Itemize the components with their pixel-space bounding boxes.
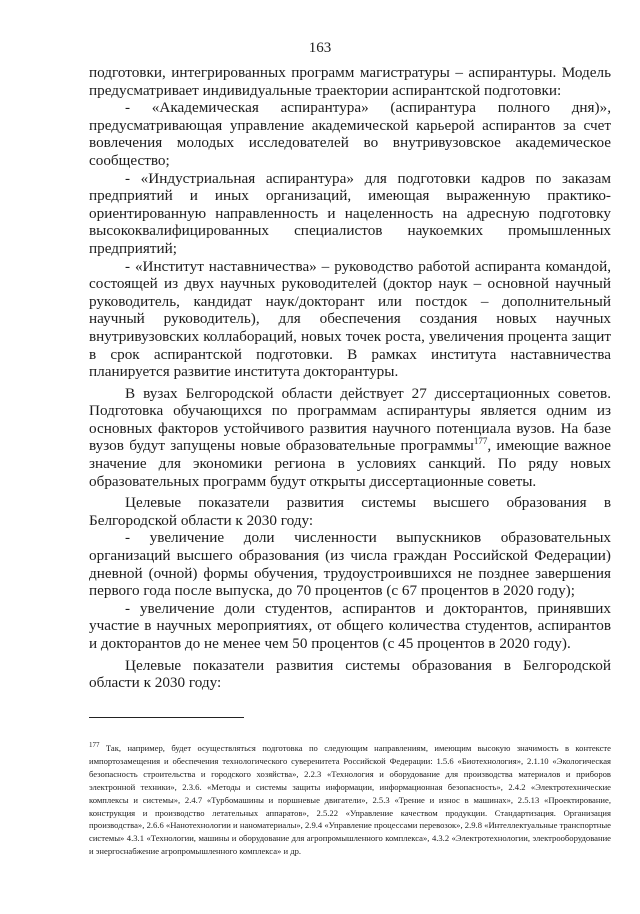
main-text	[89, 64, 611, 692]
paragraph-councils-part1: В вузах Белгородской области действует 27 диссертационных советов. Подготовка обучающихся по программам аспирантуры является одним из основных факторов устойчивого развития научного потенциала вузов. На базе вузов будут запущены новые образовательные программы	[89, 384, 611, 455]
paragraph-higher-ed-targets: Целевые показатели развития системы высшего образования в Белгородской области к 2030 году:	[89, 494, 611, 529]
footnote	[89, 742, 611, 858]
paragraph-dissertation-councils	[89, 385, 611, 491]
footnote-separator	[89, 717, 244, 718]
footnote-reference: 177	[473, 436, 488, 447]
paragraph-councils-part2: , имеющие важное значение для экономики региона в условиях санкций. По ряду новых образовательных программ будут открыты диссертационные советы.	[89, 437, 611, 490]
paragraph-science-participation: - увеличение доли студентов, аспирантов и докторантов, принявших участие в научных мероприятиях, от общего количества студентов, аспирантов и докторантов до не менее чем 50 процентов (с 45 процентов в 2020 году).	[89, 599, 611, 652]
paragraph-graduate-employment: - увеличение доли численности выпускников образовательных организаций высшего образования (из числа граждан Российской Федерации) дневной (очной) формы обучения, трудоустроившихся не позднее завершения первого года после выпуска, до 70 процентов (с 67 процентов в 2020 году);	[89, 529, 611, 600]
paragraph-education-targets: Целевые показатели развития системы образования в Белгородской области к 2030 году:	[89, 656, 611, 692]
paragraph-intro: подготовки, интегрированных программ магистратуры – аспирантуры. Модель предусматривает индивидуальные траектории аспирантской подготовки:	[89, 64, 611, 99]
footnote-number: 177	[89, 741, 100, 750]
paragraph-academic-track: - «Академическая аспирантура» (аспирантура полного дня)», предусматривающая управление академической карьерой аспирантов за счет вовлечения молодых исследователей во внутривузовское академическое сообщество;	[89, 99, 611, 169]
paragraph-industrial-track: - «Индустриальная аспирантура» для подготовки кадров по заказам предприятий и иных организаций, имеющая выраженную практико-ориентированную направленность и нацеленность на адресную подготовку высококвалифицированных специалистов наукоемких промышленных предприятий;	[89, 169, 611, 257]
footnote-text: Так, например, будет осуществляться подготовка по следующим направлениям, имеющим высокую значимость в контексте импортозамещения и обеспечения технологического суверенитета Российской Федерации: 1.5.6 «Биотехнология», 2.1.10 «Экологическая безопасность строительства и городского хозяйства», 2.2.3 «Технология и оборудование для производства материалов и приборов электронной техники», 2.3.6. «Методы и системы защиты информации, информационная безопасность», 2.4.2 «Электротехнические комплексы и системы», 2.4.7 «Турбомашины и поршневые двигатели», 2.5.3 «Трение и износ в машинах», 2.5.13 «Проектирование, конструкция и производство летательных аппаратов», 2.5.22 «Управление качеством продукции. Стандартизация. Организация производства», 2.6.6 «Нанотехнологии и наноматериалы», 2.9.4 «Управление процессами перевозок», 2.9.8 «Интеллектуальные транспортные системы» 4.3.1 «Технологии, машины и оборудование для агропромышленного комплекса», 4.3.2 «Электротехнологии, электрооборудование и энергоснабжение агропромышленного комплекса» и др.	[89, 743, 611, 857]
paragraph-mentorship: - «Институт наставничества» – руководство работой аспиранта командой, состоящей из двух научных руководителей (доктор наук – основной научный руководитель, кандидат наук/докторант или постдок – дополнительный научный руководитель), для обеспечения создания новых научных внутривузовских коллабораций, новых точек роста, увеличения процента защит в срок аспирантской подготовки. В рамках института наставничества планируется развитие института докторантуры.	[89, 257, 611, 381]
page-number: 163	[308, 40, 332, 56]
